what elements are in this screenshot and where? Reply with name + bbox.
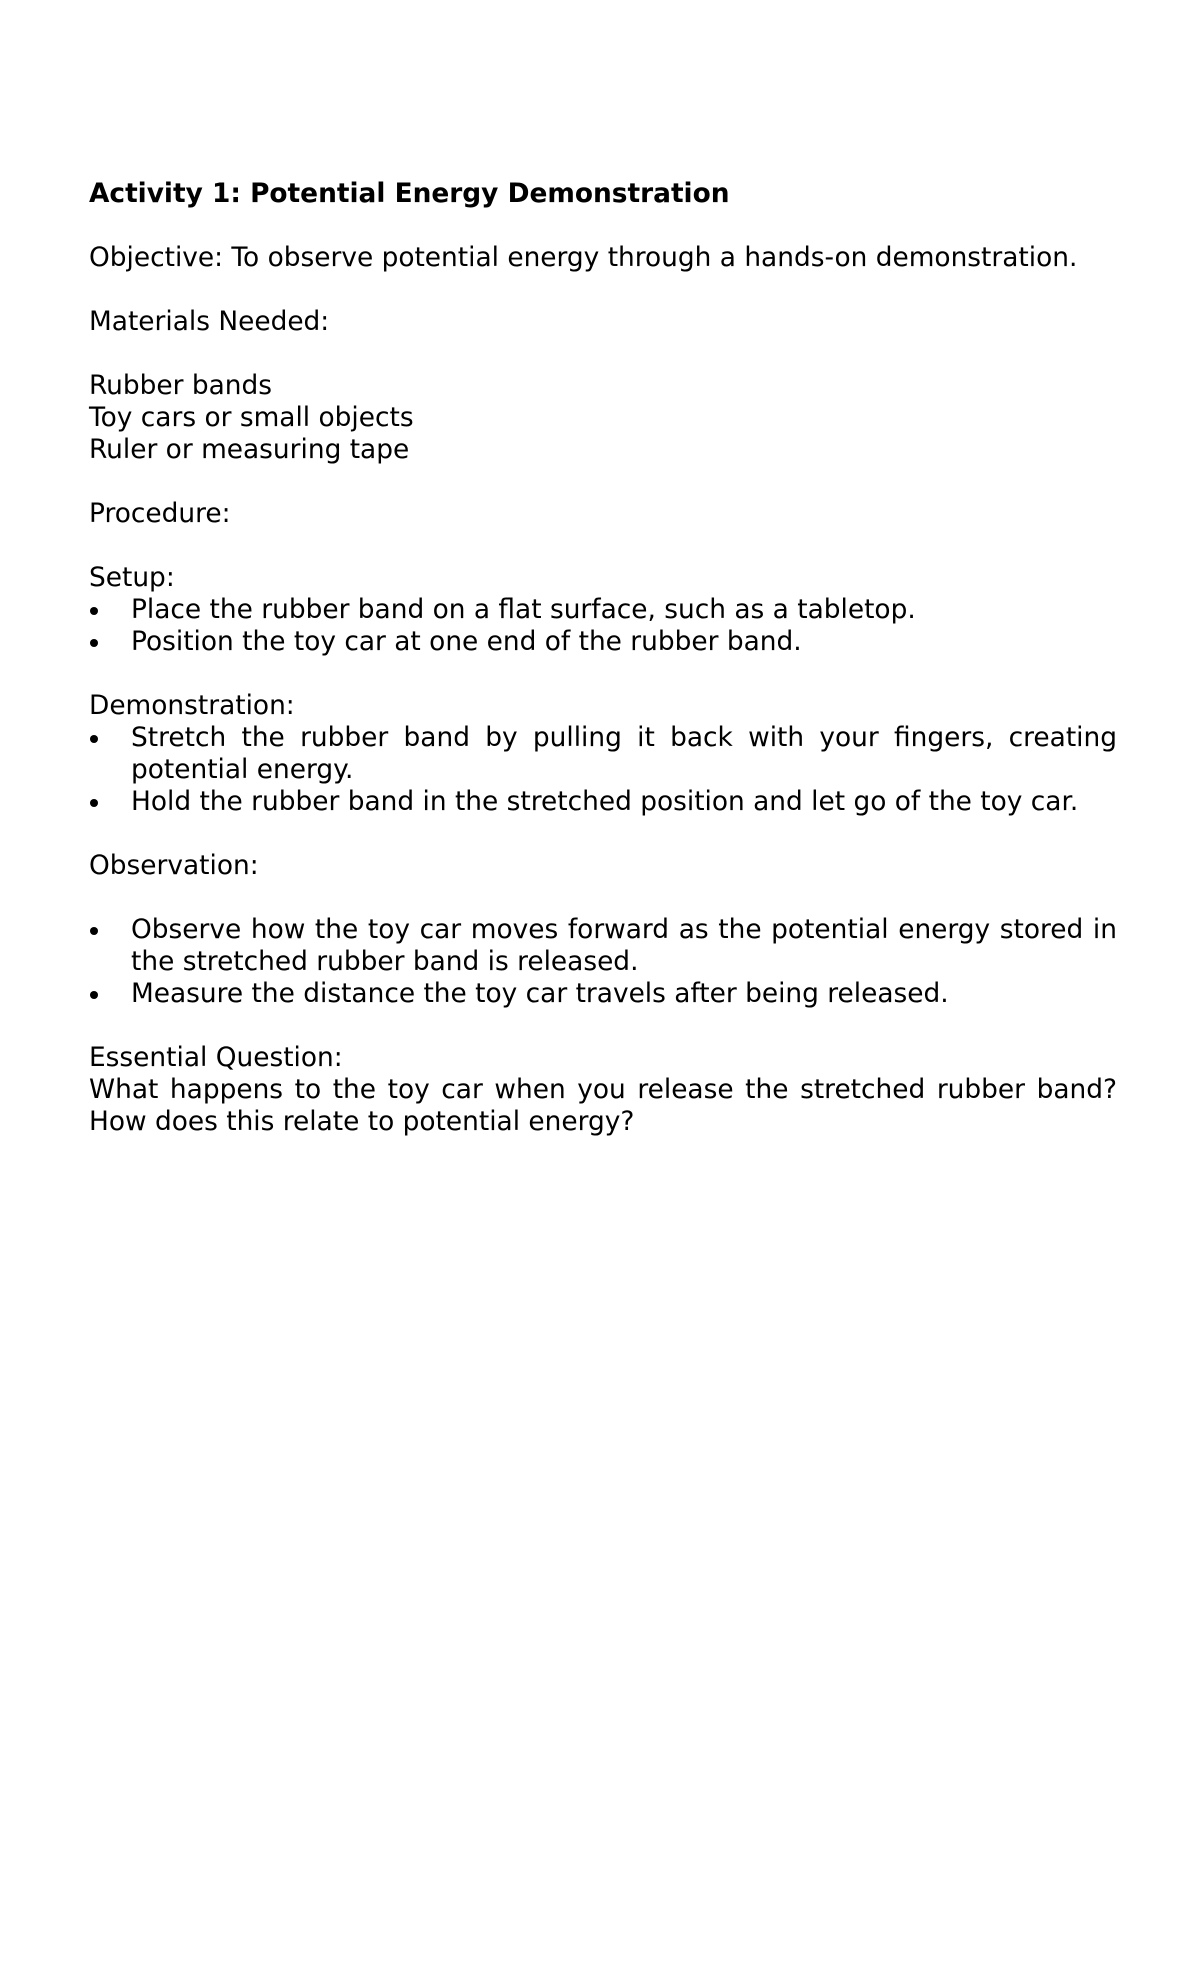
material-item: Rubber bands bbox=[89, 370, 273, 401]
observation-item bbox=[89, 914, 1117, 978]
bullet-icon bbox=[90, 927, 98, 935]
bullet-icon bbox=[90, 639, 98, 647]
essential-question-heading: Essential Question: bbox=[89, 1042, 343, 1073]
bullet-icon bbox=[90, 991, 98, 999]
materials-heading: Materials Needed: bbox=[89, 306, 330, 337]
material-item: Toy cars or small objects bbox=[89, 402, 414, 433]
observation-item-text: Measure the distance the toy car travels after being released. bbox=[131, 978, 949, 1009]
setup-item bbox=[89, 626, 1117, 658]
activity-title: Activity 1: Potential Energy Demonstration bbox=[89, 178, 730, 209]
observation-item-text: Observe how the toy car moves forward as the potential energy stored in the stretched rubber band is released. bbox=[131, 914, 1117, 977]
demonstration-heading: Demonstration: bbox=[89, 690, 295, 721]
setup-list bbox=[89, 594, 1117, 658]
spacer bbox=[89, 658, 1117, 690]
materials-list bbox=[89, 370, 1117, 466]
spacer bbox=[89, 274, 1117, 306]
spacer bbox=[89, 338, 1117, 370]
observation-list bbox=[89, 914, 1117, 1010]
spacer bbox=[89, 1010, 1117, 1042]
demonstration-item-text: Hold the rubber band in the stretched position and let go of the toy car. bbox=[131, 786, 1079, 817]
bullet-icon bbox=[90, 735, 98, 743]
setup-item-text: Place the rubber band on a flat surface, such as a tabletop. bbox=[131, 594, 916, 625]
setup-item bbox=[89, 594, 1117, 626]
bullet-icon bbox=[90, 607, 98, 615]
spacer bbox=[89, 466, 1117, 498]
demonstration-list bbox=[89, 722, 1117, 818]
document-page bbox=[89, 178, 1117, 1138]
essential-question-text: What happens to the toy car when you release the stretched rubber band? How does this relate to potential energy? bbox=[89, 1074, 1117, 1137]
observation-heading: Observation: bbox=[89, 850, 259, 881]
bullet-icon bbox=[90, 799, 98, 807]
observation-item bbox=[89, 978, 1117, 1010]
demonstration-item-text: Stretch the rubber band by pulling it back with your fingers, creating potential energy. bbox=[131, 722, 1117, 785]
spacer bbox=[89, 818, 1117, 850]
setup-heading: Setup: bbox=[89, 562, 175, 593]
spacer bbox=[89, 530, 1117, 562]
spacer bbox=[89, 882, 1117, 914]
demonstration-item bbox=[89, 722, 1117, 786]
material-item: Ruler or measuring tape bbox=[89, 434, 410, 465]
setup-item-text: Position the toy car at one end of the rubber band. bbox=[131, 626, 802, 657]
procedure-heading: Procedure: bbox=[89, 498, 231, 529]
objective-text: Objective: To observe potential energy through a hands-on demonstration. bbox=[89, 242, 1078, 273]
demonstration-item bbox=[89, 786, 1117, 818]
